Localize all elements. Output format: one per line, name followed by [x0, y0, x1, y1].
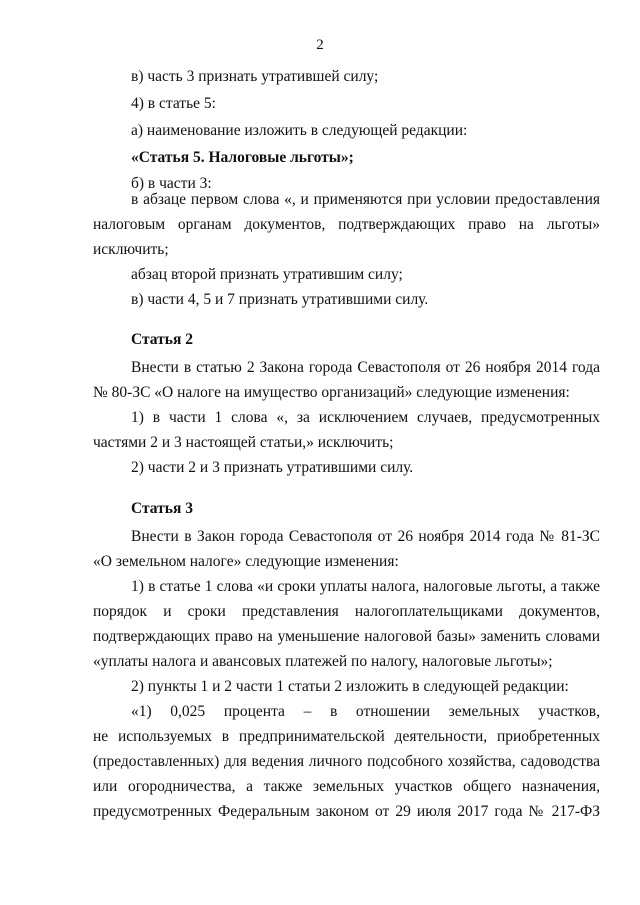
- article-heading-3: Статья 3: [131, 500, 193, 517]
- paragraph-line: в абзаце первом слова «, и применяются при условии предоставления: [131, 191, 600, 208]
- paragraph-line: предусмотренных Федеральным законом от 29 июля 2017 года № 217-ФЗ: [93, 803, 600, 820]
- paragraph-line: порядок и сроки представления налогоплательщиками документов,: [93, 603, 600, 620]
- paragraph-line: исключить;: [93, 241, 169, 258]
- paragraph-line: налоговым органам документов, подтверждающих право на льготы»: [93, 216, 600, 233]
- paragraph-line: абзац второй признать утратившим силу;: [131, 266, 403, 283]
- paragraph-line: не используемых в предпринимательской деятельности, приобретенных: [93, 728, 600, 745]
- paragraph-line: в) части 4, 5 и 7 признать утратившими силу.: [131, 291, 429, 308]
- paragraph-line: 2) части 2 и 3 признать утратившими силу.: [131, 459, 414, 476]
- paragraph-line: «1) 0,025 процента – в отношении земельных участков,: [131, 703, 600, 720]
- paragraph-line: 1) в части 1 слова «, за исключением случаев, предусмотренных: [131, 409, 600, 426]
- paragraph-line: (предоставленных) для ведения личного подсобного хозяйства, садоводства: [93, 753, 600, 770]
- paragraph-line: или огородничества, а также земельных участков общего назначения,: [93, 778, 600, 795]
- article-title-quote: «Статья 5. Налоговые льготы»;: [131, 149, 354, 166]
- paragraph-line: подтверждающих право на уменьшение налоговой базы» заменить словами: [93, 628, 600, 645]
- paragraph-line: № 80-ЗС «О налоге на имущество организаций» следующие изменения:: [93, 384, 570, 401]
- article-heading-2: Статья 2: [131, 331, 193, 348]
- paragraph-line: б) в части 3:: [131, 175, 212, 192]
- paragraph-line: 4) в статье 5:: [131, 95, 216, 112]
- paragraph-line: частями 2 и 3 настоящей статьи,» исключить;: [93, 434, 394, 451]
- paragraph-line: Внести в Закон города Севастополя от 26 ноября 2014 года № 81-ЗС: [131, 528, 600, 545]
- paragraph-line: Внести в статью 2 Закона города Севастополя от 26 ноября 2014 года: [131, 359, 600, 376]
- paragraph-line: «О земельном налоге» следующие изменения:: [93, 553, 399, 570]
- paragraph-line: а) наименование изложить в следующей редакции:: [131, 122, 468, 139]
- paragraph-line: 2) пункты 1 и 2 части 1 статьи 2 изложить в следующей редакции:: [131, 678, 569, 695]
- paragraph-line: «уплаты налога и авансовых платежей по налогу, налоговые льготы»;: [93, 653, 553, 670]
- paragraph-line: в) часть 3 признать утратившей силу;: [131, 68, 379, 85]
- page-number: 2: [316, 37, 324, 53]
- paragraph-line: 1) в статье 1 слова «и сроки уплаты налога, налоговые льготы, а также: [131, 578, 600, 595]
